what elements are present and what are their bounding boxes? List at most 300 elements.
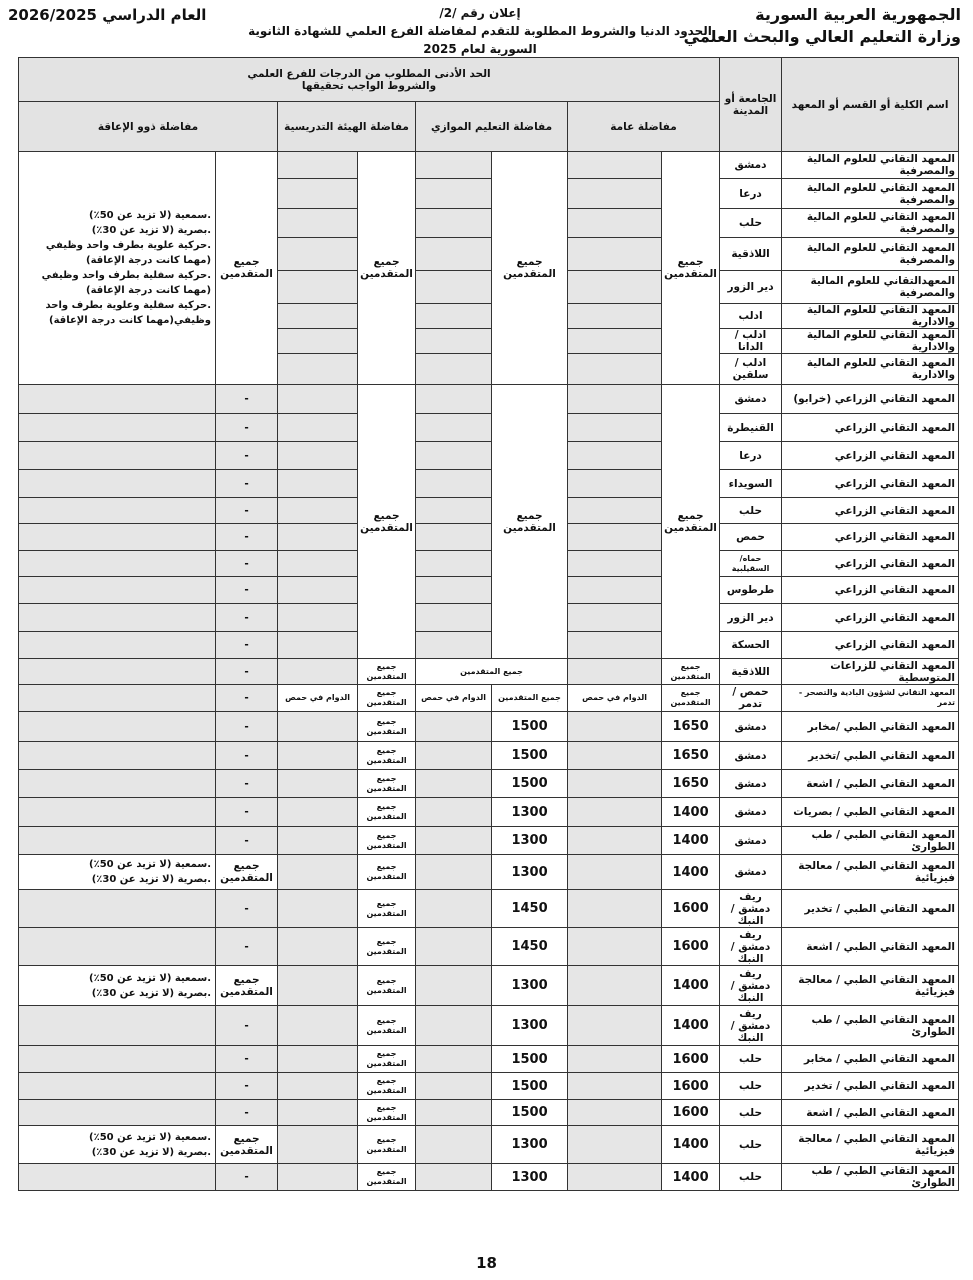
faculty-value: جميع المتقدمين xyxy=(358,1073,416,1100)
city-name: ادلب / الدانا xyxy=(720,329,782,354)
parallel-extra-cell xyxy=(416,329,492,354)
faculty-extra-cell xyxy=(278,498,358,524)
institute-name: المعهد التقاني لشؤون البادية والتصحر - تدمر xyxy=(782,685,959,712)
parallel-value: 1300 xyxy=(492,966,568,1006)
general-extra-cell xyxy=(568,1164,662,1191)
faculty-extra-cell xyxy=(278,577,358,604)
header-faculty: مفاضلة الهيئة التدريسية xyxy=(278,102,416,152)
parallel-extra-cell xyxy=(416,890,492,928)
institute-name: المعهد التقاني الطبي /مخابر xyxy=(782,712,959,742)
header-name: اسم الكلية أو القسم أو المعهد xyxy=(782,58,959,152)
city-name: دمشق xyxy=(720,770,782,798)
table-row xyxy=(19,1126,959,1164)
faculty-value: جميع المتقدمين xyxy=(358,152,416,385)
disability-conditions xyxy=(19,498,216,524)
city-name: القنيطرة xyxy=(720,414,782,442)
parallel-extra-cell xyxy=(416,712,492,742)
faculty-extra-cell xyxy=(278,1046,358,1073)
disability-conditions xyxy=(19,551,216,577)
institute-name: المعهد التقاني للعلوم المالية والمصرفية xyxy=(782,209,959,238)
city-name: ريف دمشق / النبك xyxy=(720,1006,782,1046)
city-name: حمص / تدمر xyxy=(720,685,782,712)
city-name: حمص xyxy=(720,524,782,551)
faculty-value: جميع المتقدمين xyxy=(358,1126,416,1164)
city-name: طرطوس xyxy=(720,577,782,604)
general-extra-cell xyxy=(568,354,662,385)
city-name: السويداء xyxy=(720,470,782,498)
general-value: 1400 xyxy=(662,966,720,1006)
faculty-extra-cell xyxy=(278,271,358,304)
parallel-value: 1500 xyxy=(492,1046,568,1073)
city-name: حلب xyxy=(720,1126,782,1164)
city-name: دير الزور xyxy=(720,604,782,632)
parallel-extra-cell xyxy=(416,551,492,577)
parallel-extra-cell xyxy=(416,152,492,179)
faculty-value: جميع المتقدمين xyxy=(358,827,416,855)
table-row xyxy=(19,1164,959,1191)
admission-table xyxy=(18,57,959,1191)
faculty-extra-cell xyxy=(278,1100,358,1126)
general-extra-cell xyxy=(568,271,662,304)
disability-conditions xyxy=(19,442,216,470)
general-extra-cell xyxy=(568,385,662,414)
parallel-extra-cell xyxy=(416,209,492,238)
table-row xyxy=(19,152,959,179)
disability-conditions xyxy=(19,712,216,742)
city-name: درعا xyxy=(720,179,782,209)
institute-name: المعهد التقاني الطبي / طب الطوارئ xyxy=(782,1164,959,1191)
general-value: 1600 xyxy=(662,1100,720,1126)
city-name: حلب xyxy=(720,1073,782,1100)
parallel-value: 1450 xyxy=(492,890,568,928)
table-row xyxy=(19,1006,959,1046)
faculty-extra-cell xyxy=(278,209,358,238)
parallel-extra-cell xyxy=(416,770,492,798)
document-subtitle: الحدود الدنيا والشروط المطلوبة للتقدم لمفاضلة الفرع العلمي للشهادة الثانوية السورية لعام 2025 xyxy=(248,24,712,56)
parallel-extra-cell: الدوام في حمص xyxy=(416,685,492,712)
general-extra-cell xyxy=(568,470,662,498)
faculty-value: جميع المتقدمين xyxy=(358,928,416,966)
header-announcement-block xyxy=(240,4,720,58)
faculty-extra-cell xyxy=(278,1006,358,1046)
condition-line: .حركية علوية بطرف واحد وظيفي (مهما كانت درجة الإعاقة) xyxy=(45,240,212,266)
disability-value: - xyxy=(216,1164,278,1191)
general-extra-cell xyxy=(568,827,662,855)
parallel-extra-cell xyxy=(416,1126,492,1164)
institute-name: المعهد التقاني الطبي / معالجة فيزيائية xyxy=(782,966,959,1006)
table-row xyxy=(19,742,959,770)
general-extra-cell xyxy=(568,928,662,966)
institute-name: المعهد التقاني الطبي / طب الطوارئ xyxy=(782,827,959,855)
table-row xyxy=(19,632,959,659)
city-name: حلب xyxy=(720,1046,782,1073)
parallel-extra-cell xyxy=(416,498,492,524)
general-extra-cell xyxy=(568,770,662,798)
general-extra-cell xyxy=(568,632,662,659)
faculty-value: جميع المتقدمين xyxy=(358,1100,416,1126)
announcement-number: إعلان رقم /2/ xyxy=(439,6,521,20)
institute-name: المعهد التقاني الزراعي xyxy=(782,498,959,524)
table-row xyxy=(19,551,959,577)
city-name: حلب xyxy=(720,498,782,524)
city-name: ريف دمشق / النبك xyxy=(720,928,782,966)
parallel-value: 1500 xyxy=(492,770,568,798)
city-name: دمشق xyxy=(720,855,782,890)
disability-conditions xyxy=(19,1164,216,1191)
table-row xyxy=(19,827,959,855)
header-ministry-block xyxy=(684,4,961,48)
faculty-extra-cell xyxy=(278,354,358,385)
institute-name: المعهد التقاني الزراعي xyxy=(782,442,959,470)
city-name: حلب xyxy=(720,1164,782,1191)
parallel-extra-cell xyxy=(416,442,492,470)
disability-value: جميع المتقدمين xyxy=(216,1126,278,1164)
country-name: الجمهورية العربية السورية xyxy=(755,5,961,24)
city-name: ريف دمشق / النبك xyxy=(720,890,782,928)
disability-value: - xyxy=(216,551,278,577)
parallel-extra-cell xyxy=(416,928,492,966)
parallel-value: جميع المتقدمين xyxy=(492,385,568,659)
general-extra-cell xyxy=(568,712,662,742)
general-extra-cell xyxy=(568,855,662,890)
city-name: دمشق xyxy=(720,742,782,770)
general-extra-cell xyxy=(568,238,662,271)
disability-conditions xyxy=(19,577,216,604)
disability-value: - xyxy=(216,524,278,551)
parallel-value: جميع المتقدمين xyxy=(416,659,568,685)
general-extra-cell xyxy=(568,1046,662,1073)
faculty-extra-cell xyxy=(278,442,358,470)
city-name: دمشق xyxy=(720,385,782,414)
general-value: 1400 xyxy=(662,855,720,890)
disability-value: - xyxy=(216,632,278,659)
faculty-extra-cell: الدوام في حمص xyxy=(278,685,358,712)
faculty-value: جميع المتقدمين xyxy=(358,385,416,659)
general-value: جميع المتقدمين xyxy=(662,385,720,659)
institute-name: المعهد التقاني الطبي /تخدير xyxy=(782,742,959,770)
general-extra-cell xyxy=(568,329,662,354)
disability-conditions xyxy=(19,1006,216,1046)
disability-conditions xyxy=(19,827,216,855)
institute-name: المعهد التقاني الزراعي xyxy=(782,632,959,659)
faculty-extra-cell xyxy=(278,1126,358,1164)
table-row xyxy=(19,890,959,928)
disability-value: - xyxy=(216,712,278,742)
disability-conditions xyxy=(19,966,216,1006)
parallel-value: 1300 xyxy=(492,855,568,890)
parallel-value: جميع المتقدمين xyxy=(492,152,568,385)
disability-conditions xyxy=(19,928,216,966)
parallel-value: 1300 xyxy=(492,1126,568,1164)
table-row xyxy=(19,577,959,604)
disability-value: - xyxy=(216,1006,278,1046)
disability-conditions xyxy=(19,632,216,659)
header-group-line2: والشروط الواجب تحقيقها xyxy=(301,79,437,92)
disability-conditions xyxy=(19,685,216,712)
faculty-value: جميع المتقدمين xyxy=(358,659,416,685)
faculty-extra-cell xyxy=(278,855,358,890)
general-extra-cell xyxy=(568,966,662,1006)
disability-value: - xyxy=(216,798,278,827)
parallel-extra-cell xyxy=(416,1073,492,1100)
faculty-extra-cell xyxy=(278,659,358,685)
parallel-extra-cell xyxy=(416,179,492,209)
general-value: 1600 xyxy=(662,890,720,928)
disability-conditions xyxy=(19,1073,216,1100)
city-name: دمشق xyxy=(720,712,782,742)
faculty-value: جميع المتقدمين xyxy=(358,890,416,928)
faculty-extra-cell xyxy=(278,414,358,442)
disability-conditions xyxy=(19,1126,216,1164)
faculty-extra-cell xyxy=(278,966,358,1006)
faculty-extra-cell xyxy=(278,742,358,770)
faculty-value: جميع المتقدمين xyxy=(358,712,416,742)
disability-value: - xyxy=(216,742,278,770)
condition-line: .سمعية (لا تزيد عن 50٪) xyxy=(89,972,212,984)
parallel-extra-cell xyxy=(416,1164,492,1191)
disability-conditions xyxy=(19,414,216,442)
parallel-extra-cell xyxy=(416,827,492,855)
institute-name: المعهد التقاني الطبي / مخابر xyxy=(782,1046,959,1073)
condition-line: .بصرية (لا تزيد عن 30٪) xyxy=(91,225,212,236)
general-value: 1400 xyxy=(662,798,720,827)
parallel-extra-cell xyxy=(416,414,492,442)
parallel-extra-cell xyxy=(416,238,492,271)
disability-value: - xyxy=(216,385,278,414)
general-value: 1650 xyxy=(662,770,720,798)
header-group-line1: الحد الأدنى المطلوب من الدرجات للفرع العلمي xyxy=(247,67,491,80)
disability-value: - xyxy=(216,890,278,928)
general-extra-cell xyxy=(568,742,662,770)
institute-name: المعهد التقاني للعلوم المالية والادارية xyxy=(782,329,959,354)
city-name: الحسكة xyxy=(720,632,782,659)
table-row xyxy=(19,1100,959,1126)
disability-value: - xyxy=(216,928,278,966)
faculty-value: جميع المتقدمين xyxy=(358,1046,416,1073)
header-city: الجامعة أو المدينة xyxy=(720,58,782,152)
institute-name: المعهد التقاني للعلوم المالية والادارية xyxy=(782,304,959,329)
parallel-extra-cell xyxy=(416,304,492,329)
condition-line: .حركية سفلية بطرف واحد وظيفي (مهما كانت درجة الإعاقة) xyxy=(41,270,212,296)
faculty-extra-cell xyxy=(278,304,358,329)
institute-name: المعهد التقاني الطبي / معالجة فيزيائية xyxy=(782,1126,959,1164)
table-row xyxy=(19,855,959,890)
parallel-value: 1300 xyxy=(492,827,568,855)
table-row xyxy=(19,385,959,414)
general-extra-cell xyxy=(568,551,662,577)
general-extra-cell xyxy=(568,659,662,685)
general-value: 1650 xyxy=(662,742,720,770)
institute-name: المعهد التقاني الطبي / طب الطوارئ xyxy=(782,1006,959,1046)
general-extra-cell xyxy=(568,498,662,524)
parallel-value: 1500 xyxy=(492,1100,568,1126)
general-value: 1400 xyxy=(662,827,720,855)
faculty-extra-cell xyxy=(278,928,358,966)
parallel-extra-cell xyxy=(416,271,492,304)
institute-name: المعهد التقاني الزراعي xyxy=(782,524,959,551)
city-name: دير الزور xyxy=(720,271,782,304)
faculty-value: جميع المتقدمين xyxy=(358,966,416,1006)
table-row xyxy=(19,659,959,685)
faculty-extra-cell xyxy=(278,770,358,798)
city-name: دمشق xyxy=(720,152,782,179)
table-row xyxy=(19,1046,959,1073)
faculty-extra-cell xyxy=(278,712,358,742)
institute-name: المعهد التقاني الطبي / معالجة فيزيائية xyxy=(782,855,959,890)
city-name: ادلب /سلقين xyxy=(720,354,782,385)
parallel-extra-cell xyxy=(416,742,492,770)
disability-value: - xyxy=(216,1100,278,1126)
table-row xyxy=(19,966,959,1006)
general-value: 1400 xyxy=(662,1164,720,1191)
city-name: اللاذقية xyxy=(720,659,782,685)
parallel-value: 1500 xyxy=(492,742,568,770)
general-extra-cell xyxy=(568,890,662,928)
institute-name: المعهد التقاني الزراعي xyxy=(782,551,959,577)
faculty-extra-cell xyxy=(278,632,358,659)
institute-name: المعهد التقاني الزراعي (خرابو) xyxy=(782,385,959,414)
faculty-extra-cell xyxy=(278,329,358,354)
table-row xyxy=(19,928,959,966)
parallel-extra-cell xyxy=(416,1006,492,1046)
institute-name: المعهدالتقاني للعلوم المالية والمصرفية xyxy=(782,271,959,304)
faculty-extra-cell xyxy=(278,179,358,209)
city-name: حماه/السقيلبية xyxy=(720,551,782,577)
general-extra-cell xyxy=(568,179,662,209)
disability-value: - xyxy=(216,442,278,470)
faculty-value: جميع المتقدمين xyxy=(358,770,416,798)
general-extra-cell xyxy=(568,442,662,470)
disability-value: - xyxy=(216,470,278,498)
disability-conditions xyxy=(19,742,216,770)
city-name: اللاذقية xyxy=(720,238,782,271)
parallel-extra-cell xyxy=(416,1100,492,1126)
parallel-value: 1500 xyxy=(492,1073,568,1100)
disability-conditions xyxy=(19,152,216,385)
faculty-value: جميع المتقدمين xyxy=(358,685,416,712)
faculty-value: جميع المتقدمين xyxy=(358,1164,416,1191)
institute-name: المعهد التقاني للزراعات المتوسطية xyxy=(782,659,959,685)
institute-name: المعهد التقاني الطبي / اشعة xyxy=(782,1100,959,1126)
general-extra-cell xyxy=(568,414,662,442)
parallel-value: 1500 xyxy=(492,712,568,742)
general-value: جميع المتقدمين xyxy=(662,659,720,685)
institute-name: المعهد التقاني الزراعي xyxy=(782,470,959,498)
condition-line: .سمعية (لا تزيد عن 50٪) xyxy=(89,210,212,221)
general-value: جميع المتقدمين xyxy=(662,685,720,712)
header-parallel: مفاضلة التعليم الموازي xyxy=(416,102,568,152)
disability-conditions xyxy=(19,659,216,685)
institute-name: المعهد التقاني الطبي / اشعة xyxy=(782,770,959,798)
general-extra-cell xyxy=(568,1073,662,1100)
parallel-extra-cell xyxy=(416,1046,492,1073)
page-number: 18 xyxy=(476,1254,497,1272)
condition-line: .سمعية (لا تزيد عن 50٪) xyxy=(89,1131,212,1143)
faculty-extra-cell xyxy=(278,238,358,271)
table-row xyxy=(19,712,959,742)
faculty-extra-cell xyxy=(278,798,358,827)
parallel-extra-cell xyxy=(416,385,492,414)
disability-value: جميع المتقدمين xyxy=(216,152,278,385)
condition-line: .بصرية (لا تزيد عن 30٪) xyxy=(91,874,212,885)
parallel-value: 1450 xyxy=(492,928,568,966)
general-extra-cell: الدوام في حمص xyxy=(568,685,662,712)
general-extra-cell xyxy=(568,524,662,551)
table-row xyxy=(19,685,959,712)
general-value: 1600 xyxy=(662,928,720,966)
disability-value: - xyxy=(216,659,278,685)
parallel-value: جميع المتقدمين xyxy=(492,685,568,712)
table-row xyxy=(19,798,959,827)
institute-name: المعهد التقاني للعلوم المالية والمصرفية xyxy=(782,238,959,271)
general-value: 1400 xyxy=(662,1006,720,1046)
academic-year: العام الدراسي 2026/2025 xyxy=(8,6,207,24)
faculty-extra-cell xyxy=(278,470,358,498)
faculty-extra-cell xyxy=(278,827,358,855)
table-row xyxy=(19,604,959,632)
disability-value: - xyxy=(216,1073,278,1100)
condition-line: .بصرية (لا تزيد عن 30٪) xyxy=(91,1146,212,1158)
general-extra-cell xyxy=(568,304,662,329)
disability-conditions xyxy=(19,524,216,551)
faculty-value: جميع المتقدمين xyxy=(358,798,416,827)
general-extra-cell xyxy=(568,152,662,179)
table-row xyxy=(19,770,959,798)
table-row xyxy=(19,1073,959,1100)
parallel-extra-cell xyxy=(416,966,492,1006)
table-row xyxy=(19,470,959,498)
faculty-extra-cell xyxy=(278,551,358,577)
general-value: جميع المتقدمين xyxy=(662,152,720,385)
faculty-value: جميع المتقدمين xyxy=(358,855,416,890)
disability-value: - xyxy=(216,827,278,855)
disability-value: - xyxy=(216,1046,278,1073)
faculty-extra-cell xyxy=(278,604,358,632)
faculty-extra-cell xyxy=(278,1073,358,1100)
disability-value: - xyxy=(216,414,278,442)
institute-name: المعهد التقاني الزراعي xyxy=(782,414,959,442)
institute-name: المعهد التقاني للعلوم المالية والمصرفية xyxy=(782,179,959,209)
condition-line: .بصرية (لا تزيد عن 30٪) xyxy=(91,987,212,999)
city-name: حلب xyxy=(720,209,782,238)
general-value: 1650 xyxy=(662,712,720,742)
general-extra-cell xyxy=(568,798,662,827)
parallel-extra-cell xyxy=(416,798,492,827)
table-row xyxy=(19,524,959,551)
faculty-extra-cell xyxy=(278,385,358,414)
city-name: ريف دمشق / النبك xyxy=(720,966,782,1006)
disability-conditions xyxy=(19,855,216,890)
institute-name: المعهد التقاني الطبي / تخدير xyxy=(782,1073,959,1100)
disability-value: - xyxy=(216,604,278,632)
city-name: درعا xyxy=(720,442,782,470)
institute-name: المعهد التقاني الطبي / بصريات xyxy=(782,798,959,827)
disability-conditions xyxy=(19,798,216,827)
disability-conditions xyxy=(19,1100,216,1126)
header-group xyxy=(19,58,720,102)
faculty-extra-cell xyxy=(278,152,358,179)
parallel-extra-cell xyxy=(416,577,492,604)
header-general: مفاضلة عامة xyxy=(568,102,720,152)
city-name: دمشق xyxy=(720,798,782,827)
table-row xyxy=(19,442,959,470)
disability-conditions xyxy=(19,1046,216,1073)
parallel-extra-cell xyxy=(416,855,492,890)
disability-value: - xyxy=(216,770,278,798)
disability-value: جميع المتقدمين xyxy=(216,966,278,1006)
general-extra-cell xyxy=(568,577,662,604)
table-row xyxy=(19,498,959,524)
